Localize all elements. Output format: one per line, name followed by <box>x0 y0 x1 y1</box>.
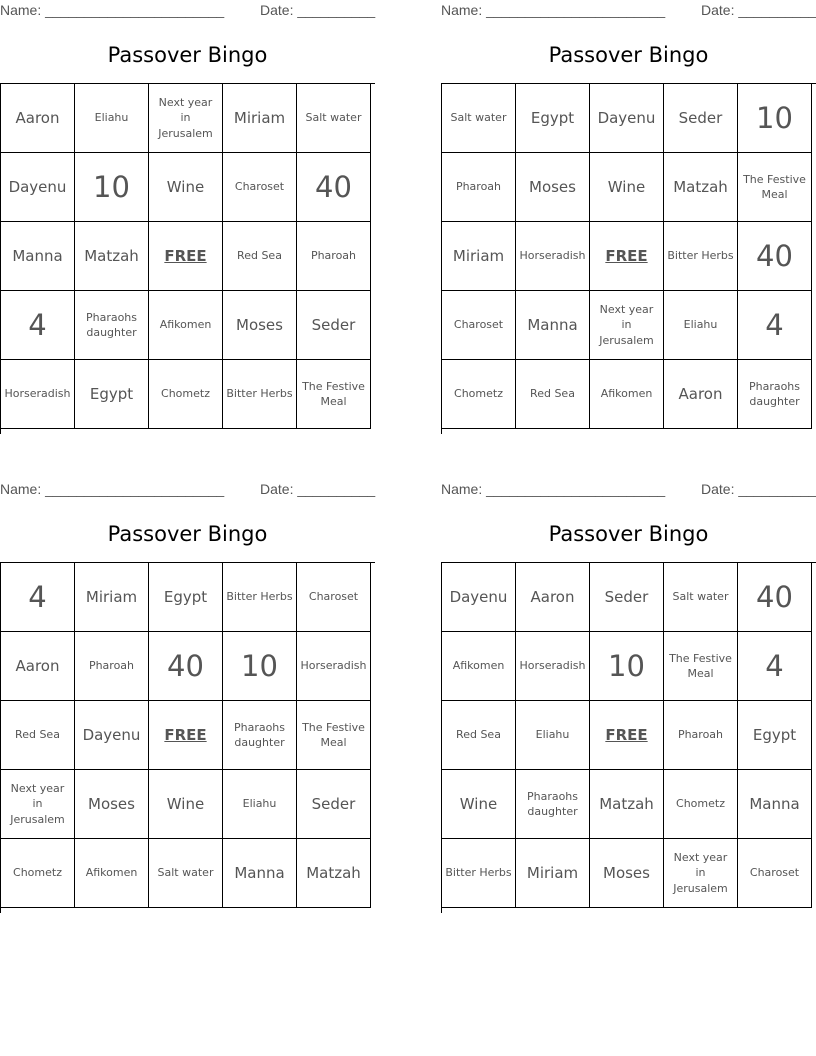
bingo-cell <box>516 632 590 701</box>
bingo-cell-text: FREE <box>605 246 648 265</box>
free-space-cell <box>149 222 223 291</box>
bingo-cell <box>442 701 516 770</box>
bingo-cell-text: Red Sea <box>530 387 575 401</box>
bingo-cell-text: Pharaohs daughter <box>526 789 579 818</box>
bingo-cell <box>442 770 516 839</box>
bingo-cell <box>664 291 738 360</box>
free-space-cell <box>590 701 664 770</box>
bingo-cell-text: Chometz <box>454 387 503 401</box>
bingo-cell <box>223 839 297 908</box>
bingo-cell-text: Seder <box>311 315 356 334</box>
bingo-cell-text: Bitter Herbs <box>667 249 734 263</box>
bingo-cell <box>223 770 297 839</box>
bingo-cell <box>297 701 371 770</box>
bingo-cell-text: Matzah <box>599 794 654 813</box>
bingo-cell <box>223 153 297 222</box>
bingo-cell-text: Salt water <box>305 111 362 125</box>
bingo-cell-text: 10 <box>241 648 278 683</box>
bingo-cell-text: Moses <box>529 177 576 196</box>
bingo-cell-text: Salt water <box>157 866 214 880</box>
bingo-cell <box>442 563 516 632</box>
date-field-label: Date: __________ <box>701 2 816 18</box>
bingo-card-3 <box>0 479 375 919</box>
bingo-cell <box>223 563 297 632</box>
bingo-cell <box>297 291 371 360</box>
bingo-cell <box>1 153 75 222</box>
card-title: Passover Bingo <box>548 43 709 67</box>
bingo-cell <box>149 291 223 360</box>
bingo-cell-text: 40 <box>756 579 793 614</box>
bingo-cell-text: Aaron <box>15 108 60 127</box>
bingo-cell-text: Charoset <box>234 180 285 194</box>
bingo-cell-text: Wine <box>459 794 498 813</box>
bingo-cell-text: Moses <box>603 863 650 882</box>
bingo-cell <box>590 563 664 632</box>
bingo-cell-text: Manna <box>527 315 578 334</box>
bingo-cell <box>516 153 590 222</box>
bingo-cell <box>75 563 149 632</box>
bingo-cell <box>442 360 516 429</box>
bingo-cell-text: Pharaohs daughter <box>748 379 801 408</box>
bingo-cell <box>1 84 75 153</box>
bingo-cell-text: Next year in Jerusalem <box>10 781 65 826</box>
bingo-cell-text: Seder <box>678 108 723 127</box>
bingo-cell <box>1 770 75 839</box>
date-field-label: Date: __________ <box>260 2 376 18</box>
bingo-cell <box>442 839 516 908</box>
bingo-cell <box>297 153 371 222</box>
bingo-cell-text: Eliahu <box>94 111 129 125</box>
bingo-cell <box>442 153 516 222</box>
bingo-cell-text: Charoset <box>749 866 800 880</box>
bingo-cell <box>442 222 516 291</box>
bingo-cell-text: Miriam <box>526 863 579 882</box>
bingo-cell-text: Bitter Herbs <box>226 590 293 604</box>
bingo-cell-text: Horseradish <box>519 659 586 673</box>
bingo-cell <box>516 563 590 632</box>
bingo-cell <box>664 563 738 632</box>
bingo-cell-text: Egypt <box>163 587 208 606</box>
bingo-cell-text: Pharoah <box>455 180 502 194</box>
card-title: Passover Bingo <box>107 43 268 67</box>
bingo-cell <box>738 839 812 908</box>
bingo-cell <box>738 563 812 632</box>
bingo-cell-text: Chometz <box>161 387 210 401</box>
bingo-cell <box>75 291 149 360</box>
bingo-cell <box>1 839 75 908</box>
bingo-cell-text: Seder <box>311 794 356 813</box>
bingo-cell-text: Horseradish <box>4 387 71 401</box>
bingo-cell-text: Next year in Jerusalem <box>158 95 213 140</box>
bingo-cell-text: Red Sea <box>456 728 501 742</box>
bingo-cell-text: The Festive Meal <box>302 379 365 408</box>
bingo-cell <box>664 84 738 153</box>
bingo-cell <box>149 770 223 839</box>
bingo-cell-text: Dayenu <box>82 725 141 744</box>
bingo-cell <box>149 632 223 701</box>
bingo-cell <box>297 563 371 632</box>
bingo-cell-text: Matzah <box>306 863 361 882</box>
bingo-cell <box>75 839 149 908</box>
bingo-cell <box>75 360 149 429</box>
bingo-cell-text: Red Sea <box>237 249 282 263</box>
name-date-line <box>0 0 375 20</box>
bingo-cell <box>1 701 75 770</box>
bingo-cell <box>149 84 223 153</box>
bingo-cell <box>1 222 75 291</box>
bingo-cell-text: Dayenu <box>597 108 656 127</box>
bingo-cell-text: The Festive Meal <box>669 651 732 680</box>
bingo-cell-text: 40 <box>315 169 352 204</box>
bingo-grid <box>0 83 375 434</box>
bingo-cell <box>590 153 664 222</box>
bingo-cell-text: 40 <box>167 648 204 683</box>
bingo-cell <box>738 360 812 429</box>
bingo-cell <box>664 360 738 429</box>
bingo-cell-text: FREE <box>164 246 207 265</box>
bingo-cell <box>442 291 516 360</box>
bingo-cell-text: Afikomen <box>600 387 653 401</box>
bingo-cell-text: 10 <box>608 648 645 683</box>
bingo-cell <box>516 84 590 153</box>
bingo-cell <box>516 839 590 908</box>
bingo-cell-text: Aaron <box>678 384 723 403</box>
bingo-cell <box>223 632 297 701</box>
bingo-cell-text: Aaron <box>15 656 60 675</box>
bingo-cell <box>590 84 664 153</box>
bingo-cell <box>738 632 812 701</box>
bingo-cell-text: 10 <box>93 169 130 204</box>
date-field-label: Date: __________ <box>701 481 816 497</box>
bingo-cell <box>149 839 223 908</box>
bingo-cell <box>590 632 664 701</box>
bingo-cell <box>590 291 664 360</box>
bingo-cell-text: Horseradish <box>300 659 367 673</box>
bingo-cell-text: Eliahu <box>242 797 277 811</box>
card-title: Passover Bingo <box>107 522 268 546</box>
bingo-cell-text: FREE <box>164 725 207 744</box>
bingo-cell-text: Manna <box>749 794 800 813</box>
bingo-cell <box>223 222 297 291</box>
bingo-cell <box>1 291 75 360</box>
name-date-line <box>441 0 816 20</box>
bingo-cell <box>516 291 590 360</box>
name-field-label: Name: _______________________ <box>0 2 225 18</box>
bingo-cell-text: Next year in Jerusalem <box>599 302 654 347</box>
bingo-cell-text: Afikomen <box>85 866 138 880</box>
bingo-cell <box>297 770 371 839</box>
bingo-cell <box>75 632 149 701</box>
bingo-cell <box>664 701 738 770</box>
bingo-cell-text: Eliahu <box>683 318 718 332</box>
card-title: Passover Bingo <box>548 522 709 546</box>
bingo-cell-text: 4 <box>28 579 47 614</box>
name-date-line <box>441 479 816 499</box>
bingo-cell-text: Seder <box>604 587 649 606</box>
bingo-cell <box>297 839 371 908</box>
bingo-cell-text: Charoset <box>308 590 359 604</box>
bingo-cell-text: Egypt <box>530 108 575 127</box>
bingo-cell <box>590 360 664 429</box>
bingo-cell-text: 4 <box>765 648 784 683</box>
bingo-cell <box>738 222 812 291</box>
free-space-cell <box>590 222 664 291</box>
bingo-cell-text: Matzah <box>84 246 139 265</box>
bingo-cell <box>664 839 738 908</box>
bingo-cell-text: The Festive Meal <box>302 720 365 749</box>
bingo-cell <box>223 84 297 153</box>
bingo-cell-text: Bitter Herbs <box>445 866 512 880</box>
bingo-cell-text: Eliahu <box>535 728 570 742</box>
bingo-cell <box>75 222 149 291</box>
bingo-cell <box>664 153 738 222</box>
bingo-cell-text: Bitter Herbs <box>226 387 293 401</box>
bingo-cell <box>297 632 371 701</box>
bingo-cell-text: Pharoah <box>677 728 724 742</box>
bingo-cell-text: Pharoah <box>88 659 135 673</box>
bingo-cell <box>75 770 149 839</box>
bingo-cell-text: 10 <box>756 100 793 135</box>
bingo-cell <box>1 360 75 429</box>
bingo-cell-text: Afikomen <box>452 659 505 673</box>
bingo-cell <box>664 770 738 839</box>
bingo-cell <box>738 701 812 770</box>
bingo-cell-text: Horseradish <box>519 249 586 263</box>
bingo-grid <box>441 83 816 434</box>
bingo-cell-text: Afikomen <box>159 318 212 332</box>
bingo-cell <box>297 222 371 291</box>
bingo-cell <box>516 701 590 770</box>
bingo-card-4 <box>441 479 816 919</box>
bingo-cell-text: Moses <box>88 794 135 813</box>
bingo-cell-text: Manna <box>12 246 63 265</box>
bingo-grid <box>441 562 816 913</box>
bingo-cell <box>75 84 149 153</box>
bingo-cell <box>664 222 738 291</box>
bingo-cell <box>1 632 75 701</box>
bingo-cell-text: Charoset <box>453 318 504 332</box>
bingo-cell-text: Egypt <box>752 725 797 744</box>
bingo-cell-text: Chometz <box>676 797 725 811</box>
bingo-cell-text: FREE <box>605 725 648 744</box>
bingo-cell-text: 4 <box>765 307 784 342</box>
bingo-cell-text: The Festive Meal <box>743 172 806 201</box>
bingo-cell <box>149 563 223 632</box>
bingo-cell-text: 4 <box>28 307 47 342</box>
bingo-cell <box>516 770 590 839</box>
name-field-label: Name: _______________________ <box>441 2 666 18</box>
bingo-cell <box>223 360 297 429</box>
bingo-cell-text: Aaron <box>530 587 575 606</box>
bingo-cell <box>738 153 812 222</box>
name-date-line <box>0 479 375 499</box>
bingo-cell-text: Salt water <box>450 111 507 125</box>
bingo-cell-text: Salt water <box>672 590 729 604</box>
bingo-cell <box>223 701 297 770</box>
bingo-cell <box>516 360 590 429</box>
name-field-label: Name: _______________________ <box>441 481 666 497</box>
bingo-cell <box>75 153 149 222</box>
bingo-cell-text: Wine <box>166 177 205 196</box>
bingo-cell-text: Moses <box>236 315 283 334</box>
bingo-cell <box>664 632 738 701</box>
bingo-cell-text: Red Sea <box>15 728 60 742</box>
bingo-cell <box>297 84 371 153</box>
bingo-cell <box>223 291 297 360</box>
bingo-cell-text: 40 <box>756 238 793 273</box>
bingo-cell-text: Miriam <box>233 108 286 127</box>
bingo-cell <box>1 563 75 632</box>
bingo-cell <box>590 839 664 908</box>
bingo-cell <box>590 770 664 839</box>
free-space-cell <box>149 701 223 770</box>
bingo-cell <box>75 701 149 770</box>
bingo-cell <box>738 291 812 360</box>
bingo-cell <box>516 222 590 291</box>
bingo-cell-text: Pharaohs daughter <box>233 720 286 749</box>
name-field-label: Name: _______________________ <box>0 481 225 497</box>
bingo-cell <box>442 84 516 153</box>
bingo-cell-text: Manna <box>234 863 285 882</box>
bingo-cell-text: Miriam <box>85 587 138 606</box>
bingo-cell-text: Dayenu <box>449 587 508 606</box>
bingo-card-2 <box>441 0 816 440</box>
bingo-cell-text: Wine <box>166 794 205 813</box>
bingo-cell-text: Pharaohs daughter <box>85 310 138 339</box>
date-field-label: Date: __________ <box>260 481 376 497</box>
bingo-cell-text: Egypt <box>89 384 134 403</box>
bingo-cell-text: Matzah <box>673 177 728 196</box>
bingo-cell <box>297 360 371 429</box>
bingo-cell <box>738 770 812 839</box>
bingo-cell-text: Dayenu <box>8 177 67 196</box>
bingo-cell-text: Miriam <box>452 246 505 265</box>
bingo-cell <box>738 84 812 153</box>
bingo-cell-text: Next year in Jerusalem <box>673 850 728 895</box>
bingo-cell <box>149 153 223 222</box>
bingo-cell-text: Chometz <box>13 866 62 880</box>
bingo-card-1 <box>0 0 375 440</box>
bingo-cell-text: Pharoah <box>310 249 357 263</box>
bingo-cell-text: Wine <box>607 177 646 196</box>
bingo-grid <box>0 562 375 913</box>
bingo-cell <box>442 632 516 701</box>
bingo-cell <box>149 360 223 429</box>
